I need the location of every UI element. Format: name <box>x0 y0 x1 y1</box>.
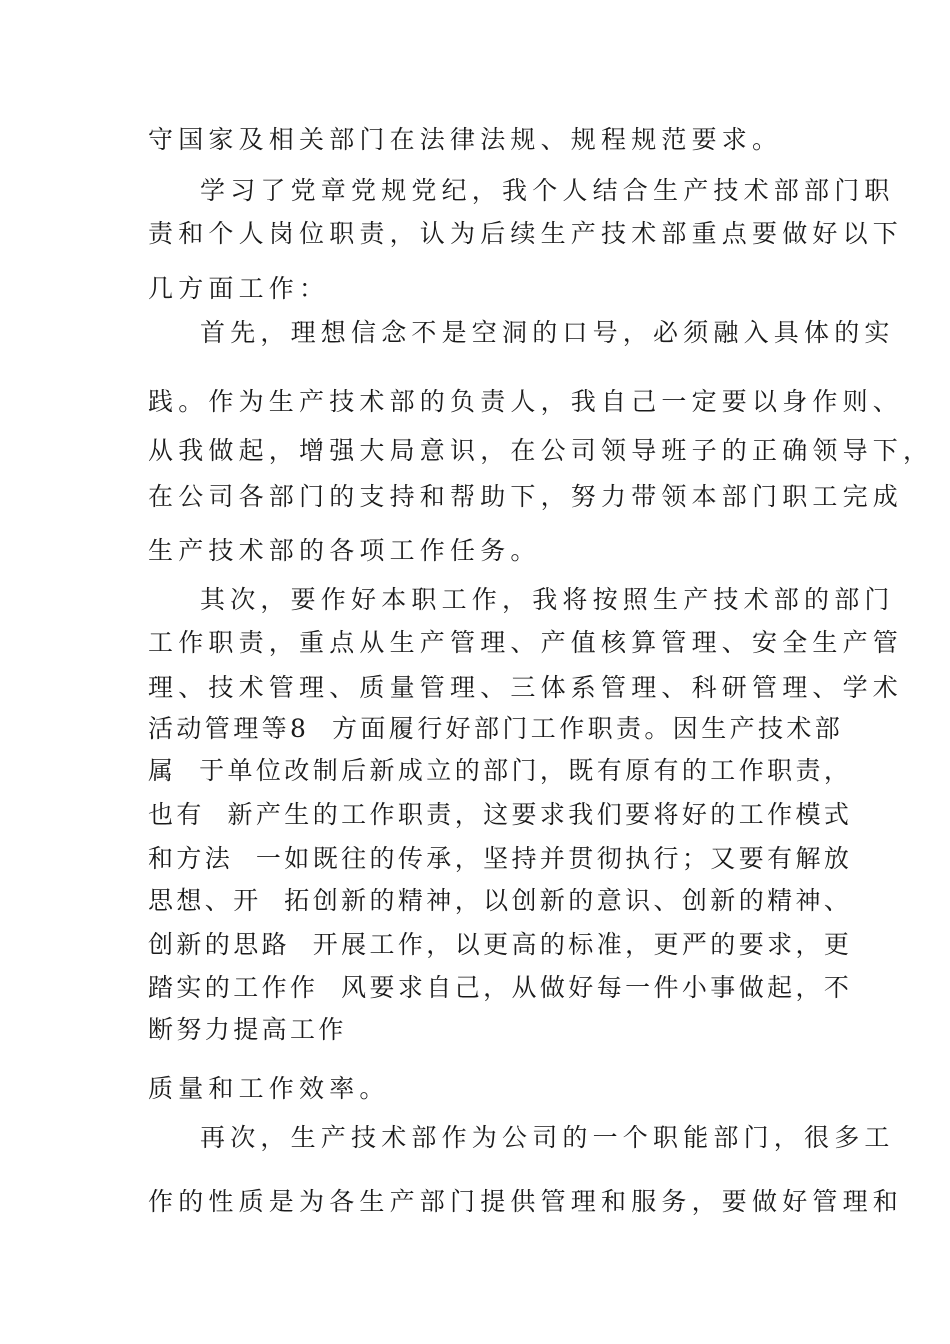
text-line: 责和个人岗位职责，认为后续生产技术部重点要做好以下 <box>148 219 904 248</box>
text-line: 生产技术部的各项工作任务。 <box>148 536 541 565</box>
text-line: 守国家及相关部门在法律法规、规程规范要求。 <box>148 125 783 154</box>
text-line: 践。作为生产技术部的负责人，我自己一定要以身作则、 <box>148 387 904 416</box>
text-line: 踏实的工作作 风要求自己，从做好每一件小事做起，不 <box>148 973 853 1002</box>
text-line: 断努力提高工作 <box>148 1015 347 1044</box>
text-line: 作的性质是为各生产部门提供管理和服务，要做好管理和 <box>148 1187 904 1216</box>
paragraph-first-line: 其次，要作好本职工作，我将按照生产技术部的部门 <box>200 585 895 614</box>
text-line: 创新的思路 开展工作，以更高的标准，更严的要求，更 <box>148 930 853 959</box>
paragraph-first-line: 首先，理想信念不是空洞的口号，必须融入具体的实 <box>200 318 895 347</box>
text-line: 质量和工作效率。 <box>148 1074 390 1103</box>
text-line: 和方法 一如既往的传承，坚持并贯彻执行；又要有解放 <box>148 844 853 873</box>
text-line: 也有 新产生的工作职责，这要求我们要将好的工作模式 <box>148 800 853 829</box>
text-line: 属 于单位改制后新成立的部门，既有原有的工作职责， <box>148 756 853 785</box>
text-line: 思想、开 拓创新的精神，以创新的意识、创新的精神、 <box>148 886 853 915</box>
text-line: 活动管理等8 方面履行好部门工作职责。因生产技术部 <box>148 714 844 743</box>
paragraph-first-line: 学习了党章党规党纪，我个人结合生产技术部部门职 <box>200 176 895 205</box>
text-line: 几方面工作： <box>148 274 330 303</box>
text-line: 理、技术管理、质量管理、三体系管理、科研管理、学术 <box>148 673 904 702</box>
paragraph-first-line: 再次，生产技术部作为公司的一个职能部门，很多工 <box>200 1123 895 1152</box>
text-line: 工作职责，重点从生产管理、产值核算管理、安全生产管 <box>148 628 904 657</box>
text-line: 在公司各部门的支持和帮助下，努力带领本部门职工完成 <box>148 482 904 511</box>
text-line: 从我做起，增强大局意识，在公司领导班子的正确领导下， <box>148 436 934 465</box>
